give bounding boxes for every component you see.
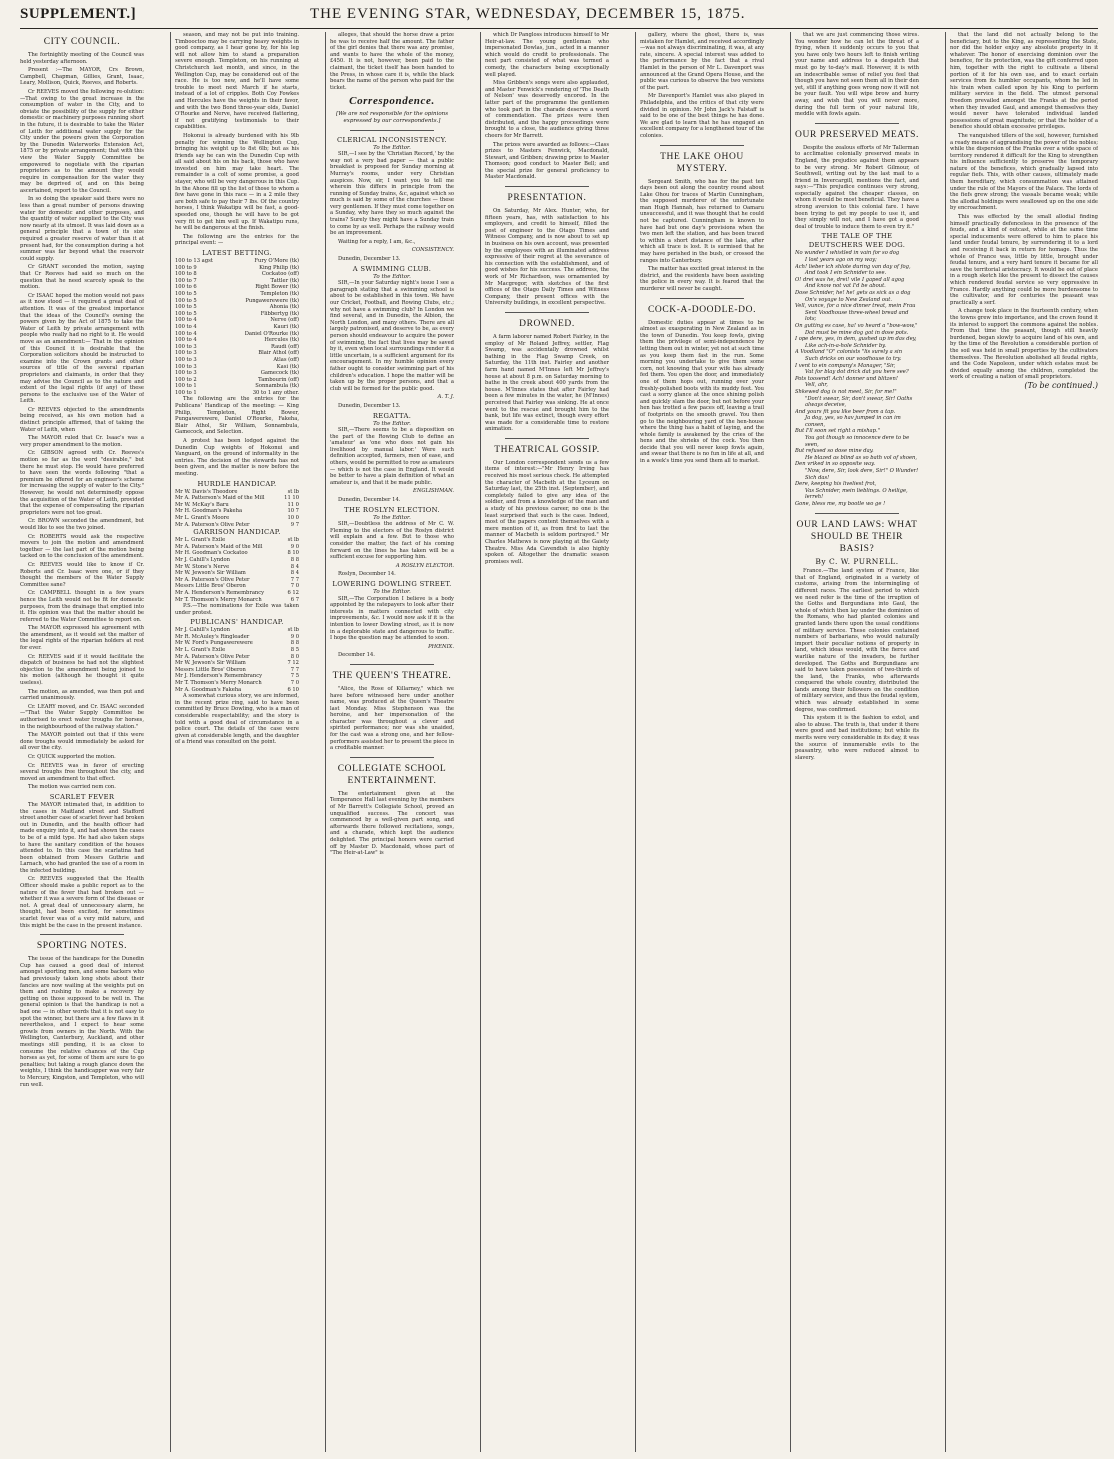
- list-item: [175, 647, 299, 654]
- list-item: [175, 654, 299, 661]
- column-6: [795, 32, 919, 1452]
- list-item-right: 8 8: [290, 640, 299, 647]
- list-item: [175, 673, 299, 680]
- letter-date: Dunedin, December 14.: [338, 497, 401, 504]
- list-item-left: Mr L. Grant's Moore: [175, 514, 230, 521]
- column-7: [950, 32, 1098, 1452]
- paragraph: SIR,—The Corporation I believe is a body appointed by the ratepayers to look after their interests in matters connected with city improvements, &c. I would now ask if it is the intention to lower Dowling street, as it is now in a deplorable state and dangerous to traffic. I hope the question may be attended to soon.: [330, 595, 454, 642]
- list-item-left: 100 to 8: [175, 271, 197, 278]
- poem-line: Dere, keeping his liveliest frot,: [795, 481, 877, 488]
- poem-line: Vas Schnider, mein lieblings. O heilige, lerreh!: [805, 487, 908, 501]
- list-item-right: Daniel O'Rourke (tk): [244, 330, 299, 337]
- list-item-left: 100 to 4: [175, 337, 197, 344]
- list-item-left: Mr A. Paterson's Maid of the Mill: [175, 543, 263, 550]
- letter-title: THE ROSLYN ELECTION.: [344, 505, 440, 514]
- letter-title: LOWERING DOWLING STREET.: [332, 579, 452, 588]
- column-rule: [635, 32, 636, 1452]
- paragraph: Cr. REEVES would like to know if Cr. Roberts and Cr. Isaac were one, or if they thought the members of the Water Supply Committee sane?: [20, 561, 144, 588]
- list-item-left: Mr R. McAuley's Ringleader: [175, 633, 250, 640]
- list-item-left: Mr A. Paterson's Olive Peter: [175, 576, 250, 583]
- paragraph: The entertainment given at the Temperance Hall last evening by the members of Mr Barrett's Collegiate School, proved an unqualified success. The concert was commenced by a well-given part song, and afterwards there followed recitations, songs, and a charade, which kept the audience delighted. The principal honors were carried off by Master D. Macdonald, whose part of "The Heir-at-Law" is: [330, 790, 454, 857]
- list-item: [175, 357, 299, 364]
- paragraph: The MAYOR expressed his agreement with the amendment, as it would set the matter of the legal rights of the riparian holders at rest for ever.: [20, 625, 144, 652]
- poem-line: Vell, vunce, for a nice dinner treat, mein Frau: [795, 303, 916, 310]
- list-item: [175, 687, 299, 694]
- list-item-right: Nerve (off): [270, 317, 299, 324]
- list-item-left: 100 to 4: [175, 323, 197, 330]
- editorial-note: [We are not responsible for the opinions expressed by our correspondents.]: [335, 111, 449, 124]
- paragraph: Cr. BROWN seconded the amendment, but would like to see the two joined.: [20, 518, 144, 531]
- paragraph: Cr. LEARY moved, and Cr. ISAAC seconded—"That the Water Supply Committee be authorised to erect water troughs for horses, in the neighbourhood of the railway station.": [20, 703, 144, 730]
- list-item: [175, 370, 299, 377]
- paragraph: On Saturday, Mr Alex. Hunter, who, for fifteen years, has, with satisfaction to his employers, and credit to himself, filled the post of engineer to the Otago Times and Witness Company, and is now about to set up in business on his own account, was presented by the employees with an illuminated address expressive of their regret at the severance of his connection with the establishment, and of good wishes for his success. The address, the work of Mr Richardson, was ornamented by Mr Macgregor, with sketches of the first offices of the Otago Daily Times and Witness Company, their present offices with the University buildings, in excellent perspective.: [485, 208, 609, 307]
- list-item: [175, 557, 299, 564]
- list-item-right: 7 0: [290, 680, 299, 687]
- paragraph: Hokonui is already burdened with his 9lb penalty for winning the Wellington Cup, bringing his weight up to 8st 6lb; but as his friends say he can win the Dunedin Cup with all said about his on his back, those who have invested on him may take heart. The remainder is a colt of some promise, a good stayer, who will be very dangerous in this Cup. In the Ahone fill up the list of those to whom a few have gone in this race — in a 2 mile they are both safe to pay their 7 lbs. Of the country horses, I think Wakatipu will be fast, a good-speeded one, though he will have to be got very fit to get him well up. If Wakatipu runs, he will be dangerous at the finish.: [175, 132, 299, 232]
- paragraph: Sergeant Smith, who has for the past ten days been out along the country round about Lake Ohou for traces of Martin Cunningham, the supposed murderer of the unfortunate man Hugh Hannah, has returned to Oamaru unsuccessful, and it was thought that he could not be captured. Cunningham is known to have had but one day's provisions when the two men left the station, and has been traced to within a short distance of the lake, after which all trace is lost. It is surmised that he may have perished in the bush, or crossed the ranges into Canterbury.: [640, 178, 764, 264]
- list-item-left: Mr A. Paterson's Olive Peter: [175, 521, 250, 528]
- list-item-left: Mr W. Stone's Nerve: [175, 563, 230, 570]
- list-item-right: 6 7: [290, 596, 299, 603]
- list-item: [175, 383, 299, 390]
- paragraph: SIR,—I see by the 'Christian Record,' by the way not a very bad paper — that a public breakfast is proposed for Sunday morning at Murray's rooms, under very Christian auspices. Now, sir, I want you to tell me wherein this differs in principle from the running of Sunday trains, &c, against which so much is said by some of the churches — these very gentlemen. If they must come together on a Sunday, why have they so much against the trains? Surely they might have a Sunday train to come by as well. Perhaps the railway would be an improvement.: [330, 151, 454, 237]
- letter-recipient: To the Editor.: [373, 420, 411, 427]
- poem-line: Vat for blay dot drick dat you here see?: [805, 369, 909, 376]
- paragraph: season, and may not be put into training. Timbooctoo may be carrying heavy weights in good company, as I hear gone by, for his leg will not allow him to stand a preparation severe enough. Templeton, on his running at Christchurch last month, and since, in the Wellington Cup, may be considered out of the race. He is too new, and he'll have some trouble to meet next March if he starts, instead of a lot of cripples. Both Coy Fowkes and Hercules have the weights in their favor, and with the two Bond three-year olds, Daniel O'Rourke and Nerve, have received flattering, if not gratifying testimonials to their capabilities.: [175, 32, 299, 131]
- list-item-right: 9 0: [290, 543, 299, 550]
- heading-drowned: DROWNED.: [519, 318, 575, 329]
- divider: [505, 186, 589, 187]
- divider: [815, 123, 899, 124]
- poem-line: And yours fit you like beer from a tap.: [795, 408, 896, 415]
- list-item-right: 7 5: [290, 673, 299, 680]
- list-item: [175, 590, 299, 597]
- list-item-right: Flibbertyg (tk): [260, 310, 299, 317]
- heading-lake-ohou-mystery: THE LAKE OHOU MYSTERY.: [660, 151, 744, 174]
- poem-line: O! drei was he, drei! vile I gaped all agog: [795, 276, 905, 283]
- list-item-right: Fury O'More (tk): [254, 258, 299, 264]
- poem-line: I vent to ein company's Manager, "Sir,: [795, 362, 896, 369]
- list-item-right: 9 0: [290, 633, 299, 640]
- heading-city-council: CITY COUNCIL.: [43, 37, 121, 47]
- list-item-right: 6 10: [287, 686, 299, 693]
- list-item-left: 100 to 9: [175, 264, 197, 271]
- list-item-right: 7 12: [287, 660, 299, 667]
- paragraph: This system it is the fashion to extol, and also to abuse. The truth is, that under it there were good and bad institutions; but while its merits were very considerable in its day, it was the source of innumerable evils to the peasantry, who were reduced almost to slavery.: [795, 715, 919, 761]
- paragraph: Cr. GIBSON agreed with Cr. Reeves's motion so far as the word "desirable," but there he must stop. He would have preferred to have seen the words following "that a premium be offered for an engineer's scheme for increasing the supply of water to the City." However, he would not determinedly oppose the acquisition of the Water of Leith, provided that the expense of compensating the riparian proprietors were not too great.: [20, 450, 144, 516]
- column-rule: [790, 32, 791, 1452]
- list-item-right: 8 10: [287, 550, 299, 557]
- list-item: [175, 337, 299, 344]
- list-item: [175, 271, 299, 278]
- letter-recipient: To the Editor.: [373, 273, 411, 280]
- letter-date: Dunedin, December 13.: [338, 256, 401, 263]
- letter-date: Dunedin, December 13.: [338, 402, 401, 409]
- letter-title: REGATTA.: [372, 411, 412, 420]
- paragraph: Cr REEVES moved the following re-olution: —That owing to the great increase in the consumption of water in the City, and to obviate the possibility of the supply for either domestic or machinery purposes running short in the future, it is desirable to take the Water of Leith for additional water supply for the City under the powers given the Corporation by the Dunedin Waterworks Extension Act, 1875 or by private arrangement; that with this view the Water Supply Committee be empowered to negotiate with the riparian proprietors as to the amount they would require in compensation for the water they may be deprived of, and on this being ascertained, report to the Council.: [20, 88, 144, 194]
- paragraph: The following are the entries for the principal event: —: [175, 233, 299, 247]
- paragraph: that we are just commencing those wires. You wonder how he can let the threat of a frying, when it suddenly occurs to you that you have only two hours left to finish writing your name and address to a despatch that must go by to-day's mail. However, it is with an indescribable sense of relief you feel that though you have not seen them all in their den yet, still if anything goes wrong now it will not be your fault. You will wipe brow and hurry away, and wish that you will never more, during the full term of your natural life, meddle with fowls again.: [795, 32, 919, 118]
- poem-line: No wunder I whistled in vain for so dog: [795, 250, 900, 257]
- paragraph: France.—The land system of France, like that of England, originated in a variety of customs, arising from the intermingling of different races. The earliest period to which we need refer is the time of the irruption of the Goths and Burgundians into Gaul, the whole of which then lay under the dominion of the Romans, who had planted colonies and granted lands there upon the usual conditions of military service. These colonies contained numbers of barbarians, who would naturally import their peculiar notions of property in land, which ideas would, with the fierce and warlike nature of the invaders, be further developed. The Goths and Burgundians are said to have taken possession of two-thirds of the land, the Franks, who afterwards conquered the whole country, distributed the lands among their followers on the condition of military service, and thus the feudal system, which was already established in some degree, was confirmed.: [795, 568, 919, 713]
- subheading-publicans-handicap: PUBLICANS' HANDICAP.: [190, 618, 284, 627]
- list-item-right: 8 5: [290, 647, 299, 654]
- list-item: [175, 317, 299, 324]
- list-item-right: Blair Athol (off): [258, 350, 299, 357]
- paragraph: Cr. REEVES said if it would facilitate the dispatch of business he had not the slightest objection to the amendment being joined to his motion (although he thought it quite useless).: [20, 653, 144, 687]
- list-item-right: Tambourin (off): [258, 376, 299, 383]
- column-rule: [945, 32, 946, 1452]
- list-item-left: Messrs Little Bros' Oberon: [175, 666, 246, 673]
- column-1: [20, 32, 144, 1452]
- letter-date: December 14.: [338, 652, 375, 659]
- list-item-left: Mr H. Goodman's Cockatoo: [175, 550, 248, 557]
- list-item-left: 100 to 5: [175, 290, 197, 297]
- poem-line: Dot must be mine dog got in dose pots.: [805, 329, 909, 336]
- list-item-left: Mr W. McKay's Baru: [175, 501, 229, 508]
- list-item-left: Mr L. Grant's Exile: [175, 647, 226, 654]
- letter-recipient: To the Editor.: [373, 588, 411, 595]
- poem-line: I lost years ago on my way;: [805, 257, 877, 264]
- subheading-latest-betting: LATEST BETTING.: [202, 249, 272, 257]
- garrison-handicap-list: [175, 537, 299, 603]
- list-item-right: 7 7: [290, 666, 299, 673]
- list-item-right: Right Bower (tk): [255, 284, 299, 291]
- betting-odds-list: [175, 258, 299, 396]
- list-item-right: Gamecock (tk): [260, 370, 299, 377]
- list-item: [175, 489, 299, 496]
- divider: [660, 298, 744, 299]
- poem-line: But refused so dose mine day.: [795, 448, 874, 455]
- list-item: [175, 390, 299, 397]
- paragraph: Mr Davenport's Hamlet was also played in Philadelphia, and the critics of that city were divided in opinion. Mr John Jack's Falstaff is said to be one of the best things he has done. We are glad to learn that he has engaged an excellent company for a lengthened tour of the colonies.: [640, 93, 764, 139]
- list-item-left: 100 to 3: [175, 343, 197, 350]
- paragraph: Cr. QUICK supported the motion.: [28, 753, 116, 760]
- paragraph: Despite the zealous efforts of Mr Tallerman to acclimatise colonially preserved meats in England, the prejudice against them appears to be very strong. Mr Robert Gilmour, of Southwell, writing out by the last mail to a friend in Invercargill, mentions the fact, and says:—"This prejudice continues very strong, especially against the cheaper classes, on whom it would be most beneficial. They have a strong aversion to this colonial fare. I have been trying to get my people to use it, and they simply will not, and I have got a good deal of trouble to induce them to even try it.": [795, 144, 919, 230]
- poem-line: Such dricks on our voodhouse to try.: [805, 355, 902, 362]
- heading-cock-a-doodle-do: COCK-A-DOODLE-DO.: [647, 304, 757, 315]
- byline: By C. W. PURNELL.: [815, 556, 899, 566]
- list-item: [175, 550, 299, 557]
- poem-line: Vell, ahr,: [805, 382, 828, 389]
- paragraph: Cr GRANT seconded the motion, saying that Cr Reeves had said so much on the question that he need scarcely speak to the motion.: [20, 264, 144, 291]
- list-item: [175, 495, 299, 502]
- list-item: [175, 324, 299, 331]
- heading-queens-theatre: THE QUEEN'S THEATRE.: [332, 670, 452, 681]
- divider: [350, 130, 434, 131]
- poem-line: Pots toosend! Ach! donner und blitzen!: [795, 375, 898, 382]
- heading-collegiate-school: COLLEGIATE SCHOOL ENTERTAINMENT.: [337, 763, 447, 786]
- paragraph: A somewhat curious story, we are informed, in the recent prize ring, said to have been committed by Bruce Dowling, who is a man of considerable respectability; and the story is told with a good deal of circumstance in a police court. The details of the case were given at considerable length, and the daughter of a friend was consulted on the point.: [175, 693, 299, 746]
- column-2: [175, 32, 299, 1452]
- list-item-right: 6 12: [287, 589, 299, 596]
- list-item-right: Hercules (tk): [264, 337, 299, 344]
- poem-line: Dose Schnider, he! he! gets as sick as a dog: [795, 290, 911, 296]
- list-item-right: Raudi (off): [271, 343, 299, 350]
- paragraph: Domestic duties appear at times to be almost as exasperating in New Zealand as in the town of Dunedin. You keep fowls, giving them the privilege of semi-independence by letting them out in winter, yet not at such time as you keep them fast in the run. Some morning you undertake to give them some corn, not knowing that your wife has already fed them. You open the door, and immediately one of them hops out, running over your freshly-polished boots with its muddy feet. You cast a sorry glance at the once shining polish and quickly slam the door, but not before your hen has trotted a few paces off, leaving a trail of footprints on the smooth gravel. You then go to the neighbouring yard of the hen-house where the thing has a habit of laying, and the whole family is awakened by the cries of the hens and the shrieks of the cock. You then decide that you will never keep fowls again, and swear that there is no fun in life at all, and in a week's time you send them all to market.: [640, 319, 764, 465]
- list-item-right: Templeton (tk): [260, 290, 299, 297]
- paragraph: This was effected by the small allodial finding himself practically defenceless in the presence of the feuds, and a kind of outcast, while at the same time special inducements were offered to him to place his land under feudal tenure, by surrendering it to a lord and receiving it back in return for homage. Thus the whole of France was, little by little, brought under feudal tenure, and a very hard tenure it became for all save the territorial aristocracy. It would be out of place in a rough sketch like the present to dissect the causes which rendered feudal service so very oppressive in France. Hardly anything could be more burdensome to the cultivator, and for centuries the peasant was practically a serf.: [950, 214, 1098, 306]
- letter-date: Roslyn, December 14.: [338, 571, 396, 578]
- list-item-left: Mr L. Grant's Exile: [175, 537, 226, 544]
- heading-theatrical-gossip: THEATRICAL GOSSIP.: [494, 444, 600, 455]
- subheading-hurdle-handicap: HURDLE HANDICAP.: [197, 479, 277, 488]
- list-item-left: 100 to 3: [175, 350, 197, 357]
- poem-line: He blazed as blind as so bath vol of shoen,: [805, 454, 918, 461]
- subheading-garrison-handicap: GARRISON HANDICAP.: [193, 528, 281, 537]
- heading-presentation: PRESENTATION.: [507, 193, 587, 204]
- divider: [815, 513, 899, 514]
- list-item-right: 8 4: [290, 570, 299, 577]
- paragraph: Cr. REEVES was in favor of erecting several troughs free throughout the city, and moved an amendment to that effect.: [20, 762, 144, 782]
- letter-recipient: To the Editor.: [373, 144, 411, 151]
- list-item-right: Kasi (tk): [276, 363, 299, 370]
- letter-signature: A. T. J.: [437, 394, 454, 401]
- list-item-left: Mr W. Jewson's Sir William: [175, 660, 246, 667]
- list-item-left: 100 to 1: [175, 389, 197, 396]
- letter-title: CLERICAL INCONSISTENCY.: [337, 135, 447, 144]
- list-item-right: 10 0: [287, 514, 299, 521]
- newspaper-title: THE EVENING STAR, WEDNESDAY, DECEMBER 15, 1875.: [310, 6, 746, 22]
- column-rule: [170, 32, 171, 1452]
- list-item-right: Sonnambula (tk): [255, 383, 299, 390]
- paragraph: Waiting for a reply, I am, &c.,: [338, 238, 416, 245]
- paragraph: The vanquished tillers of the soil, however, furnished a ready means of aggrandising the power of the nobles; while the dispersion of the Franks over a wide space of territory rendered it difficult for the King to strengthen his influence sufficiently to preserve the temporary nature of the benefices, which gradually lapsed into regular fiefs. This, with other causes, ultimately made them hereditary, which consummation was attained under the rule of the Mayors of the Palace. The lords of the fiefs grew strong; the vassals became weak; while the allodial holdings were swallowed up on the one side by encroachment.: [950, 132, 1098, 212]
- list-item-left: Mr W. Davis's Theodore: [175, 488, 238, 495]
- subheading-scarlet-fever: SCARLET FEVER: [49, 792, 115, 801]
- list-item: [175, 627, 299, 634]
- paragraph: SIR,—In your Saturday night's issue I see a paragraph stating that a swimming school is about to be established in this town. We have our Cricket, Football, and Rowing Clubs, etc.; why not have a swimming club? In London we find several, and in Dunedin, the Albion, the North London, and many others. There are all largely patronised, and deserve to be, as every person should endeavour to acquire the power of swimming, the fact that lives may be saved by it, even when local surroundings render it a little uncertain, is a sufficient argument for its encouragement. In my humble opinion every father ought to consider swimming part of his children's education. I hope the matter will be taken up by the proper persons, and that a club will be formed for the public good.: [330, 280, 454, 392]
- divider: [350, 757, 434, 758]
- column-rule: [480, 32, 481, 1452]
- list-item-left: 100 to 3: [175, 356, 197, 363]
- list-item-right: Ahonia (tk): [269, 304, 299, 311]
- divider: [350, 664, 434, 665]
- list-item-left: 100 to 4: [175, 317, 197, 324]
- poem-line: Shkewed dog is not meet, Sir, for me!": [795, 388, 897, 395]
- paragraph: In so doing the speaker said there were no less than a great number of persons drawing water for domestic and other purposes, and the quantity of water supplied to the City was now nearly at its utmost. It was laid down as a general principle that a town of its size required a greater reserve of water than it at present had, for the consumption during a hot summer was far beyond what the reservoir could supply.: [20, 196, 144, 262]
- paragraph: The motion was carried nem con.: [28, 784, 116, 791]
- paragraph: Present :—The MAYOR, Crs Brown, Campbell, Chapman, Gillies, Grant, Isaac, Leary, Mollison, Quick, Reeves, and Roberts.: [20, 67, 144, 87]
- list-item-left: Mr W. Ford's Pungawerewere: [175, 640, 253, 647]
- letter-signature: ENGLISHMAN.: [413, 488, 454, 495]
- list-item: [175, 597, 299, 604]
- list-item: [175, 515, 299, 522]
- poem-title: THE TALE OF THE DEUTSCHERS WEE DOG.: [808, 232, 906, 250]
- list-item-left: 100 to 4: [175, 330, 197, 337]
- paragraph: The following are the entries for the Publicans' Handicap of the meeting: — King Philip, Templeton, Right Bower, Pungawerewere, Daniel O'Rourke, Fakeha, Blair Athol, Sir William, Sonnambula, Gamecock, and Selection.: [175, 396, 299, 436]
- list-item: [175, 577, 299, 584]
- list-item-left: Mr W. Jewson's Sir William: [175, 570, 246, 577]
- list-item-right: King Philip (tk): [259, 264, 299, 271]
- list-item-left: 100 to 5: [175, 297, 197, 304]
- poem-line: Ja dog, yes, so hav jumped in can im consen,: [805, 415, 901, 428]
- list-item: [175, 537, 299, 544]
- paragraph: The fortnightly meeting of the Council was held yesterday afternoon.: [20, 52, 144, 65]
- paragraph: gallery, where the ghost, there is, was mistaken for Hamlet, and received accordingly—was not always discriminating, it was, at any rate, sincere. A special interest was added to the performance by the fact that a rival Hamlet in the person of Mr L. Davenport was announced at the Grand Opera House, and the public was curious to observe the two versions of the part.: [640, 32, 764, 91]
- poem-line: Gone, bless me, my bootle wo ge !: [795, 501, 886, 507]
- paragraph: Our London correspondent sends us a few items of interest:—"Mr Henry Irving has received his most serious check. He attempted the character of Macbeth at the Lyceum on Saturday last, the 25th inst. (September), and completely failed to give any idea of the soldier, and from a knowledge of the man and a study of his previous career, no one is the least surprised that such is the case. Indeed, most of the papers content themselves with a mere mention of it, as from first to last the manner of Macbeth is seldom portrayed." Mr Charles Mathews is now playing at the Gaiety Theatre. Miss Ada Cavendish is also highly spoken of. Altogether the dramatic season promises well.: [485, 459, 609, 565]
- paragraph: A farm laborer named Robert Fairley, in the employ of Mr Roland Jeffrey, settler, Flag Swamp, was accidentally drowned whilst bathing in the Flag Swamp Creek, on Saturday, the 11th inst. Fairley and another farm hand named M'Innes left Mr Jeffrey's house at about 8 p.m. on Saturday morning to bathe in the creek about 400 yards from the house. M'Innes states that after Fairley had been a few minutes in the water, he (M'Innes) perceived that Fairley was sinking. He at once went to the rescue and brought him to the bank, but life was extinct, though every effort was made for a considerable time to restore animation.: [485, 333, 609, 433]
- list-item-right: st lb: [287, 627, 299, 634]
- list-item-right: st lb: [287, 488, 299, 495]
- list-item-right: 8 0: [290, 653, 299, 660]
- publicans-handicap-list: [175, 627, 299, 693]
- poem-line: A Voodland "O" colonists "lis surely a sin: [795, 349, 903, 356]
- paragraph: SIR,—There seems to be a disposition on the part of the Rowing Club to define an 'amateur' as 'one who does not gain his livelihood by manual labor.' Were such definition accepted, farmers, men of ease, and others, would be permitted to row as amateurs — which is not the case in England. It would be better to have a plain definition of what an amateur is, and that it be made public.: [330, 427, 454, 486]
- list-item: [175, 544, 299, 551]
- paragraph: Cr REEVES objected to the amendments being received, as his own motion had a distinct principle affirmed, that of taking the Water of Leith, when: [20, 406, 144, 433]
- heading-land-laws: OUR LAND LAWS: WHAT SHOULD BE THEIR BASIS?: [796, 519, 918, 554]
- column-3: [330, 32, 454, 1452]
- section-label: SUPPLEMENT.]: [20, 6, 137, 22]
- paragraph: The motion, as amended, was then put and carried unanimously.: [20, 688, 144, 702]
- paragraph: The MAYOR intimated that, in addition to the cases in Maitland street and Stafford street another case of scarlet fever had broken out in Dunedin, and the health officer had made enquiry into it, and had shown the cases to be of a mild type. He had also taken steps to have the sanitary condition of the houses attended to. In this case the scarlatina had been obtained from Messrs Guthrie and Larnach, who had granted the use of a room in the infected building.: [20, 801, 144, 874]
- poem-line: On's voyage to New Zealand out.: [805, 296, 893, 303]
- paragraph: SIR,—Doubtless the address of Mr C. W. Fleming to the electors of the Roslyn district will explain and a few. But to those who consider the matter, the fact of his coming forward on the lines he has taken will be a sufficient excuse for supporting him.: [330, 521, 454, 561]
- to-be-continued: (To be continued.): [1024, 380, 1098, 390]
- paragraph: that the land did not actually belong to the beneficiary, but to the King, as representing the State, nor did the holder enjoy any absolute property in it whatever. The honor of exercising dominion over the benefice, for its protection, was the gift conferred upon him, together with the right to cultivate a liberal portion of it for his own use, and to exact certain services from its humbler occupants, whom he led in his train when called upon by his King to perform military service in the field. The utmost personal freedom prevailed amongst the Franks at the period when they invaded Gaul, and amongst themselves they would never have tolerated individual landed possessions of great magnitude; or that the holder of a benefice should obtain excessive privileges.: [950, 32, 1098, 131]
- heading-correspondence: Correspondence.: [349, 95, 435, 108]
- list-item-right: 10 7: [287, 508, 299, 515]
- letter-signature: CONSISTENCY.: [411, 247, 454, 254]
- paragraph: Cr. REEVES suggested that the Health Officer should make a public report as to the nature of the fever that had broken out — whether it was a severe form of the disease or not. A great deal of unnecessary alarm, he thought, had been excited, for sometimes scarlet fever was of a very mild nature, and this might be the case in the present instance.: [20, 876, 144, 929]
- list-item-right: 9 7: [290, 521, 299, 528]
- paragraph: Cr. CAMPBELL thought in a few years hence the Leith would not be fit for domestic purposes, from the drainage that emptied into it. His opinion was that the matter should be referred to the Water Committee to report on.: [20, 590, 144, 623]
- list-item-left: Mr J. Cahill's Lyndon: [175, 627, 230, 634]
- list-item: [175, 667, 299, 674]
- poem-line: Ach! lieber ich shlote during van day of fog,: [795, 263, 911, 270]
- divider: [505, 312, 589, 313]
- poem-line: "Don't swear, Sir, don't swear, Sir! Oaths always deceive,: [805, 395, 913, 409]
- list-item-left: Mr H. Goodman's Pakeha: [175, 508, 243, 515]
- list-item-left: Mr J. Henderson's Remembrancy: [175, 673, 263, 680]
- paragraph: The MAYOR pointed out that if this were done troughs would immediately be asked for all over the city.: [20, 732, 144, 752]
- heading-sporting-notes: SPORTING NOTES.: [36, 941, 128, 952]
- list-item-left: Messrs Little Bros' Oberon: [175, 583, 246, 590]
- poem-line: You got though so innocence dere to be seen,: [805, 435, 910, 448]
- paragraph: A protest has been lodged against the Dunedin Cup weights of Hokonui and Vanguard, on the ground of informality in the entries. The decision of the stewards has not been given, and the matter is now before the meeting.: [175, 438, 299, 477]
- list-item: [175, 291, 299, 298]
- paragraph: The prizes were awarded as follows:—Class prizes to Masters Fenwick, Macdonald, Stewart, and Gribben; drawing prize to Master Thomson; good conduct to Master Bell; and the special prize for general proficiency to Master Macdonald.: [485, 141, 609, 181]
- letter-recipient: To the Editor.: [373, 514, 411, 521]
- paragraph: "Alice, the Rose of Killarney," which we have before witnessed here under another name, was produced at the Queen's Theatre last Monday. Miss Stephenson was the heroine, and her impersonation of the character was throughout a clever and spirited performance; nor was she unaided, for the cast was a strong one, and her fellow-performers assisted her to present the piece in a creditable manner.: [330, 685, 454, 752]
- list-item-left: 100 to 5: [175, 310, 197, 317]
- list-item-left: 100 to 2: [175, 376, 197, 383]
- list-item: [175, 583, 299, 590]
- list-item-left: Mr A. Paterson's Olive Peter: [175, 653, 250, 660]
- list-item: [175, 284, 299, 291]
- list-item-left: Mr A. Goodman's Fakeha: [175, 686, 242, 693]
- paragraph: alleges, that should the horse draw a prize he was to receive half the amount. The father of the girl denies that there was any promise, and wants to have the whole of the money, £450. It is not, however, been paid to the claimant, the ticket itself has been handed to the Press, in whose care it is, while the black bears the name of the person who paid for the ticket.: [330, 32, 454, 91]
- list-item: [175, 564, 299, 571]
- divider: [40, 934, 124, 935]
- list-item: [175, 634, 299, 641]
- paragraph: The matter has excited great interest in the district, and the residents have been assisting the police in every way. It is feared that the murderer will never be caught.: [640, 266, 764, 292]
- paragraph: which Dr Pangloss introduces himself to Mr Heir-at-law. The young gentleman who impersonated Dowlas, jun., acted in a manner which would do credit to professionals. The next part consisted of what was termed a comedy, the characters being exceptionally well played.: [485, 32, 609, 78]
- paragraph: Cr. ROBERTS would ask the respective movers to join the motion and amendment together — the last part of the motion being tacked on to the conclusion of the amendment.: [20, 533, 144, 560]
- list-item-right: 11 0: [287, 501, 299, 508]
- poem-line: "Now, dere, Sir, look dere, Sir!" O Wunder! Sich das!: [805, 468, 919, 481]
- masthead: [20, 6, 1098, 29]
- list-item: [175, 502, 299, 509]
- list-item-right: 8 4: [290, 563, 299, 570]
- poem-line: Den vriked in so opposite way.: [795, 461, 875, 468]
- poem-line: On gutting es case, ha! vo heard a "bow-wow,": [795, 322, 918, 329]
- list-item-left: 100 to 5: [175, 304, 197, 311]
- column-5: [640, 32, 764, 1452]
- hurdle-handicap-list: [175, 489, 299, 529]
- list-item: [175, 680, 299, 687]
- paragraph: Miss Gribben's songs were also applauded, and Master Fenwick's rendering of 'The Death of Nelson' was deservedly encored. In the latter part of the programme the gentlemen who took part in the charade deserve a word of commendation. The prizes were then distributed, and the happy proceedings were brought to a close, the audience giving three cheers for Mr Barrett.: [485, 80, 609, 139]
- list-item: [175, 258, 299, 265]
- columns: [20, 32, 1098, 1452]
- list-item-right: 8 8: [290, 556, 299, 563]
- list-item-left: Mr A. Patterson's Maid of the Mill: [175, 495, 265, 502]
- list-item-left: 100 to 1: [175, 383, 197, 390]
- letter-signature: PHŒNIX.: [428, 643, 454, 650]
- letter-signature: A ROSLYN ELECTOR.: [395, 562, 454, 569]
- list-item-right: 30 to 1 any other.: [252, 389, 299, 396]
- paragraph: The MAYOR ruled that Cr. Isaac's was a very proper amendment to the motion.: [20, 435, 144, 448]
- list-item: [175, 522, 299, 529]
- list-item: [175, 350, 299, 357]
- list-item-right: st lb: [287, 537, 299, 544]
- list-item-left: Mr A. Henderson's Remembrancy: [175, 589, 265, 596]
- poem-line: And took I ein Schnider to see.: [805, 270, 887, 277]
- list-item: [175, 304, 299, 311]
- list-item-right: Pungawerewere (tk): [245, 297, 299, 304]
- list-item-left: 100 to 13 agst: [175, 258, 213, 264]
- list-item: [175, 640, 299, 647]
- paragraph: P.S.—The nominations for Exile was taken under protest.: [175, 603, 299, 616]
- divider: [505, 438, 589, 439]
- list-item-right: Cockatoo (off): [261, 271, 299, 278]
- list-item-left: Mr T. Thomson's Merry Monarch: [175, 596, 262, 603]
- list-item-left: 100 to 3: [175, 370, 197, 377]
- list-item: [175, 660, 299, 667]
- divider: [660, 145, 744, 146]
- letter-title: A SWIMMING CLUB.: [352, 264, 432, 273]
- list-item-right: 7 0: [290, 583, 299, 590]
- list-item-left: 100 to 7: [175, 277, 197, 284]
- column-4: [485, 32, 609, 1452]
- poem: [795, 250, 919, 507]
- poem-line: Sent Voodhouse three-wheel bread and lots;: [805, 309, 909, 323]
- list-item-left: Mr T. Thomson's Merry Monarch: [175, 680, 262, 687]
- list-item-left: 100 to 6: [175, 284, 197, 291]
- list-item-left: Mr J. Cahill's Lyndon: [175, 556, 230, 563]
- list-item-right: 7 7: [290, 576, 299, 583]
- poem-line: But I'll soon set right a mishap.": [795, 428, 880, 435]
- list-item-right: Tattler (tk): [270, 277, 299, 284]
- heading-preserved-meats: OUR PRESERVED MEATS.: [795, 129, 919, 140]
- list-item-right: 11 10: [284, 495, 299, 502]
- list-item-right: Kauri (tk): [273, 323, 299, 330]
- poem-line: Like ach-in-a-hole Schnider by.: [805, 342, 887, 349]
- list-item: [175, 508, 299, 515]
- list-item-left: 100 to 3: [175, 363, 197, 370]
- poem-line: I ope dere, yes, in dem, gushed up im das dey,: [795, 336, 917, 343]
- list-item: [175, 570, 299, 577]
- poem-line: And know not vat I'd be about.: [805, 283, 886, 290]
- paragraph: The issue of the handicaps for the Dunedin Cup has caused a good deal of interest amongst sporting men, and some backers who had previously taken long shots about their fancies are now wailing at the weights put on them and rushing to make a recovery by getting on those supposed to be well in. The general opinion is that the handicap is not a bad one — in other words that it is not easy to spot the winner, but there are a few flaws in it nevertheless, and I expect to hear some growls from owners in the North. With the Wellington, Canterbury, Auckland, and other meetings still pending, it is as close to consume the relative chances of the Cup horses as yet, for some of them are sure to go penalties; but taking a rough glance down the weights, I think the handicapper was very fair to Mercury, Kingston, and Templeton, who will run well.: [20, 956, 144, 1088]
- paragraph: Cr ISAAC hoped the motion would not pass as it now stood — it required a great deal of attention. It was of the greatest importance that the ideas of the Council's owning the powers given by the Act of 1875 to take the Water of Leith by private arrangement with people who really had no right to it. He would move as an amendment:— That in the opinion of this Council it is desirable that the Corporation solicitors should be instructed to examine into the Crown grants and other sources of title of the several riparian proprietors and claimants, in order that they may advise the Council as to the nature and extent of the legal rights (if any) of these persons to the exclusive use of the Water of Leith.: [20, 292, 144, 405]
- list-item-right: Atlas (off): [273, 356, 299, 363]
- column-rule: [325, 32, 326, 1452]
- paragraph: A change took place in the fourteenth century, when the towns grew into importance, and the crown found it its interest to support the commons against the nobles. From that time the peasant, though still heavily burdened, began slowly to acquire land of his own, and by the time of the Revolution a considerable portion of the soil was held in small properties by the cultivators themselves. The Revolution abolished all feudal rights, and the Code Napoleon, under which estates must be divided equally among the children, completed the work of creating a nation of small proprietors.: [950, 308, 1098, 381]
